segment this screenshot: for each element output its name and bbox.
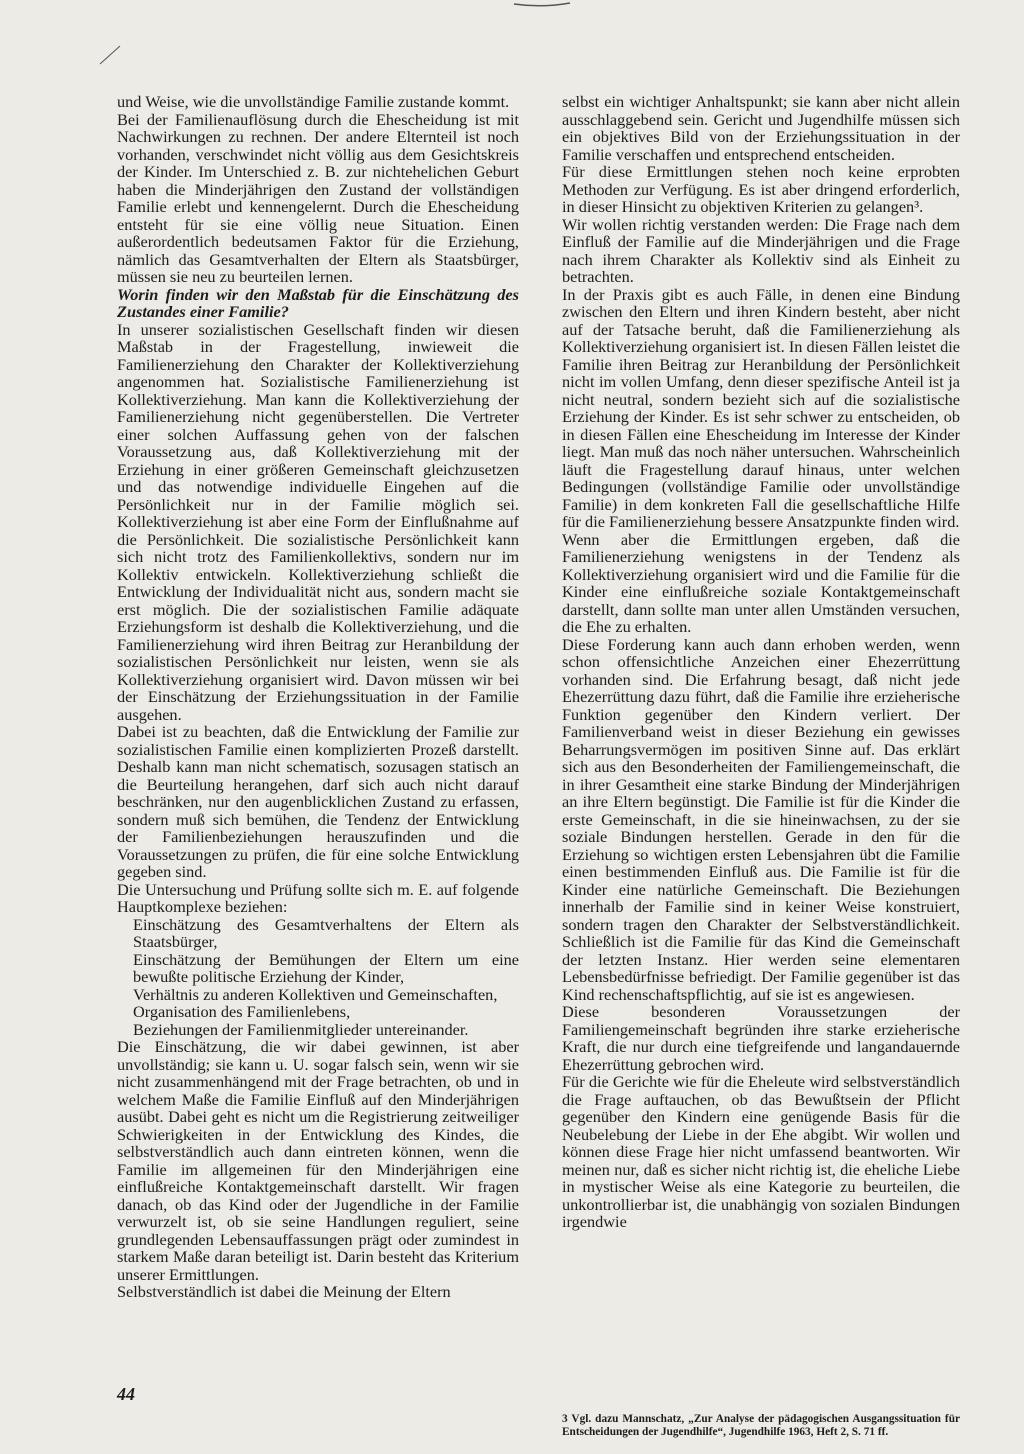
criteria-list [117, 916, 519, 1039]
right-column [562, 93, 960, 1231]
paragraph: Diese besonderen Voraussetzungen der Familiengemeinschaft begründen ihre starke erzieherische Kraft, die nur durch eine tiefgreifende und langandauernde Ehezerrüttung gebrochen wird. [562, 1002, 960, 1074]
paragraph: Für diese Ermittlungen stehen noch keine erprobten Methoden zur Verfügung. Es ist aber dringend erforderlich, in dieser Hinsicht zu objektiven Kriterien zu gelangen³. [562, 162, 960, 216]
paragraph: Bei der Familienauflösung durch die Ehescheidung ist mit Nachwirkungen zu rechnen. Der andere Elternteil ist noch vorhanden, verschwindet nicht völlig aus dem Gesichtskreis der Kinder. Im Unterschied z. B. zur nichtehelichen Geburt haben die Minderjährigen den Zustand der vollständigen Familie erlebt und kennengelernt. Durch die Ehescheidung entsteht für sie eine völlig neue Situation. Einen außerordentlich bedeutsamen Faktor für die Erziehung, nämlich das Gesamtverhalten der Eltern als Staatsbürger, müssen sie neu zu beurteilen lernen. [117, 109, 519, 286]
list-item: Einschätzung des Gesamtverhaltens der Eltern als Staatsbürger, [133, 914, 519, 951]
paragraph: selbst ein wichtiger Anhaltspunkt; sie kann aber nicht allein ausschlaggebend sein. Gericht und Jugendhilfe müssen sich ein objektives Bild von der Erziehungssituation in der Familie verschaffen und entsprechend entscheiden. [562, 92, 960, 164]
paragraph: und Weise, wie die unvollständige Familie zustande kommt. [117, 92, 510, 111]
page-number: 44 [117, 1384, 135, 1404]
paragraph: Die Einschätzung, die wir dabei gewinnen, ist aber unvollständig; sie kann u. U. sogar falsch sein, wenn wir sie nicht zusammenhängend mit der Frage betrachten, ob und in welchem Maße die Familie Einfluß auf den Minderjährigen ausübt. Dabei geht es nicht um die Registrierung zeitweiliger Schwierigkeiten in der Entwicklung des Kindes, die selbstverständlich auch dann eintreten können, wenn die Familie im allgemeinen für den Minderjährigen eine einflußreiche Kontaktgemeinschaft darstellt. Wir fragen danach, ob das Kind oder der Jugendliche in der Familie verwurzelt ist, ob sie seine Handlungen reguliert, seine grundlegenden Lebensauffassungen prägt oder zumindest in starkem Maße daran beteiligt ist. Darin besteht das Kriterium unserer Ermittlungen. [117, 1037, 519, 1284]
paragraph: Wenn aber die Ermittlungen ergeben, daß die Familienerziehung wenigstens in der Tendenz als Kollektiverziehung organisiert wird und die Familie für die Kinder eine einflußreiche soziale Kontaktgemeinschaft darstellt, dann sollte man unter allen Umständen versuchen, die Ehe zu erhalten. [562, 529, 960, 636]
section-question-heading: Worin finden wir den Maßstab für die Einschätzung des Zustandes einer Familie? [117, 284, 519, 321]
list-item: Beziehungen der Familienmitglieder untereinander. [133, 1019, 469, 1039]
footnote: 3 Vgl. dazu Mannschatz, „Zur Analyse der pädagogischen Ausgangssituation für Entscheidungen der Jugendhilfe“, Jugendhilfe 1963, Heft 2, S. 71 ff. [562, 1413, 960, 1438]
paragraph: Die Untersuchung und Prüfung sollte sich m. E. auf folgende Hauptkomplexe beziehen: [117, 879, 519, 916]
scan-mark-left [98, 44, 122, 66]
paragraph: Diese Forderung kann auch dann erhoben werden, wenn schon offensichtliche Anzeichen einer Ehezerrüttung vorhanden sind. Die Erfahrung besagt, daß nicht jede Ehezerrüttung dazu führt, daß die Familie ihre erzieherische Funktion gegenüber den Kindern verliert. Der Familienverband weist in dieser Beziehung ein gewisses Beharrungsvermögen im positiven Sinne auf. Das erklärt sich aus den Besonderheiten der Familiengemeinschaft, die in ihrer Gesamtheit eine starke Bindung der Minderjährigen an ihre Eltern begünstigt. Die Familie ist für die Kinder die erste Gemeinschaft, in die sie hineinwachsen, zu der sie soziale Bindungen herstellen. Gerade in den für die Erziehung so wichtigen ersten Lebensjahren übt die Familie einen bestimmenden Einfluß aus. Die Familie ist für die Kinder eine natürliche Gemeinschaft. Die Beziehungen innerhalb der Familie sind in keiner Weise konstruiert, sondern tragen den Charakter der Selbstverständlichkeit. Schließlich ist die Familie für das Kind die Gemeinschaft der letzten Instanz. Hier werden seine elementaren Lebensbedürfnisse befriedigt. Der Familie gegenüber ist das Kind rechenschaftspflichtig, auf sie ist es angewiesen. [562, 634, 960, 1004]
left-column [117, 93, 519, 1301]
paragraph: Für die Gerichte wie für die Eheleute wird selbstverständlich die Frage auftauchen, ob das Bewußtsein der Pflicht gegenüber den Kindern eine genügende Basis für die Neubelebung der Liebe in der Ehe abgibt. Wir wollen und können diese Frage hier nicht umfassend beantworten. Wir meinen nur, daß es sicher nicht richtig ist, die eheliche Liebe in mystischer Weise als eine Kategorie zu beurteilen, die unkontrollierbar ist, die unabhängig von sozialen Bindungen irgendwie [562, 1072, 960, 1231]
scan-mark-top [512, 0, 572, 8]
list-item: Verhältnis zu anderen Kollektiven und Gemeinschaften, [133, 984, 498, 1004]
paragraph: Selbstverständlich ist dabei die Meinung der Eltern [117, 1282, 451, 1301]
paragraph: In unserer sozialistischen Gesellschaft finden wir diesen Maßstab in der Fragestellung, inwieweit die Familienerziehung den Charakter der Kollektiverziehung angenommen hat. Sozialistische Familienerziehung ist Kollektiverziehung. Man kann die Kollektiverziehung der Familienerziehung nicht gegenüberstellen. Die Vertreter einer solchen Auffassung gehen von der falschen Voraussetzung aus, daß Kollektiverziehung mit der Erziehung in einer größeren Gemeinschaft gleichzusetzen und das notwendige individuelle Eingehen auf die Persönlichkeit nur in der Familie möglich sei. Kollektiverziehung ist aber eine Form der Einflußnahme auf die Persönlichkeit. Die sozialistische Persönlichkeit kann sich nicht trotz des Familienkollektivs, sondern nur im Kollektiv entwickeln. Kollektiverziehung schließt die Entwicklung der Individualität nicht aus, sondern macht sie erst möglich. Die der sozialistischen Familie adäquate Erziehungsform ist deshalb die Kollektiverziehung, und die Familienerziehung wird ihren Beitrag zur Heranbildung der sozialistischen Persönlichkeit nur leisten, wenn sie als Kollektiverziehung organisiert wird. Davon müssen wir bei der Einschätzung der Erziehungssituation in der Familie ausgehen. [117, 319, 519, 724]
paragraph: Wir wollen richtig verstanden werden: Die Frage nach dem Einfluß der Familie auf die Minderjährigen und die Frage nach ihrem Charakter als Kollektiv sind als Einheit zu betrachten. [562, 214, 960, 286]
list-item: Organisation des Familienlebens, [133, 1002, 351, 1021]
paragraph: Dabei ist zu beachten, daß die Entwicklung der Familie zur sozialistischen Familie einen komplizierten Prozeß darstellt. Deshalb kann man nicht schematisch, sozusagen statisch an die Beurteilung herangehen, darf sich auch nicht darauf beschränken, nur den augenblicklichen Zustand zu erfassen, sondern muß sich bemühen, die Tendenz der Entwicklung der Familienbeziehungen herauszufinden und die Voraussetzungen zu prüfen, die für eine solche Entwicklung gegeben sind. [117, 722, 519, 881]
list-item: Einschätzung der Bemühungen der Eltern um eine bewußte politische Erziehung der Kinder, [133, 949, 519, 986]
paragraph: In der Praxis gibt es auch Fälle, in denen eine Bindung zwischen den Eltern und ihren Kindern besteht, aber nicht auf der Tatsache beruht, daß die Familienerziehung als Kollektiverziehung organisiert ist. In diesen Fällen leistet die Familie ihren Beitrag zur Heranbildung der Persönlichkeit nicht im vollen Umfang, denn dieser spezifische Anteil ist ja nicht neutral, sondern bezieht sich auf die sozialistische Erziehung der Kinder. Es ist sehr schwer zu entscheiden, ob in diesen Fällen eine Ehescheidung im Interesse der Kinder liegt. Man muß das noch näher untersuchen. Wahrscheinlich läuft die Fragestellung darauf hinaus, unter welchen Bedingungen (vollständige Familie oder unvollständige Familie) in dem konkreten Fall die gesellschaftliche Hilfe für die Familienerziehung bessere Ansatzpunkte finden wird. [562, 284, 960, 531]
